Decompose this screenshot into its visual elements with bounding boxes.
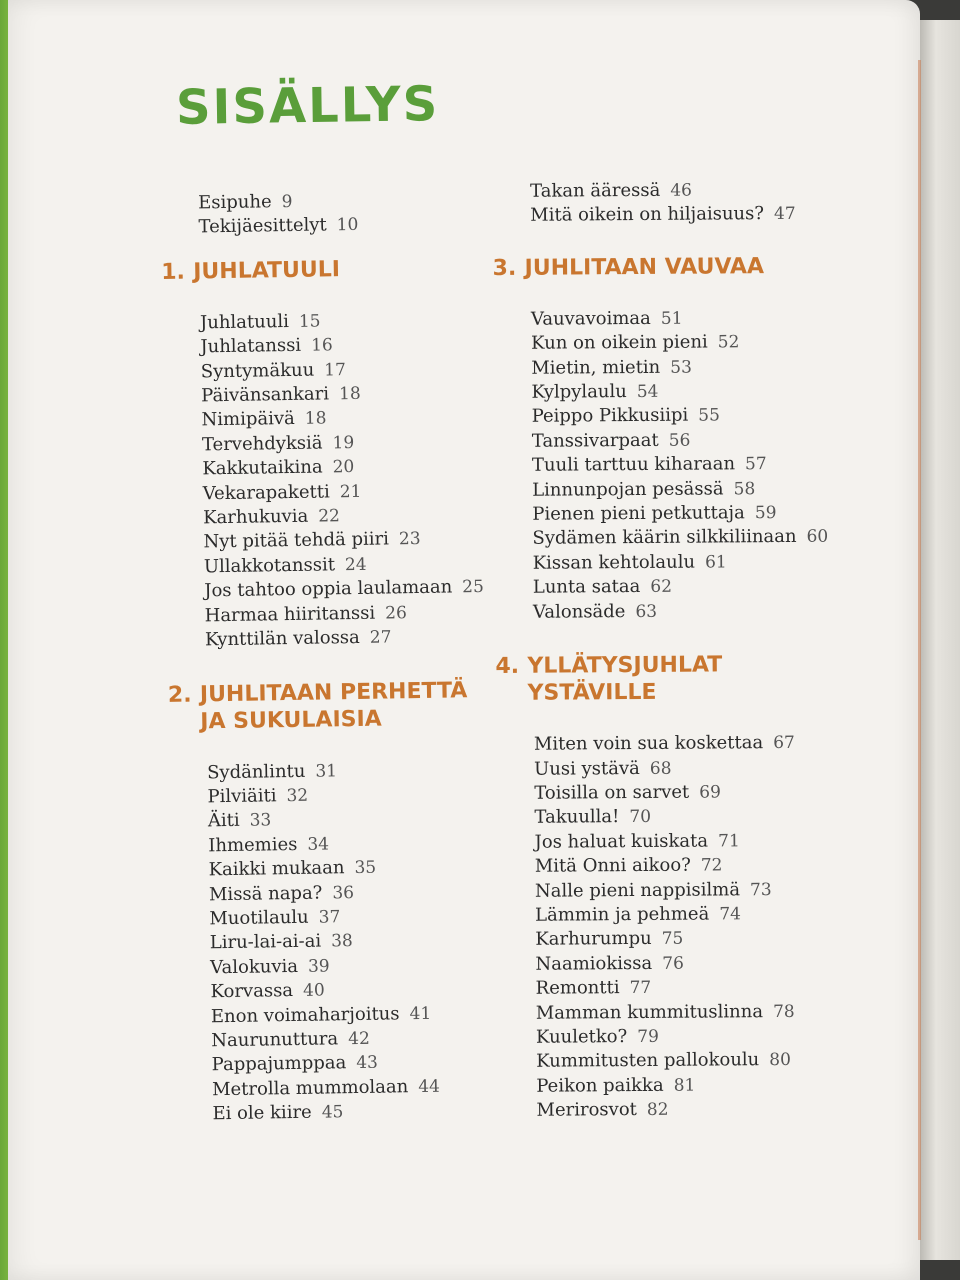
toc-entry <box>534 780 836 807</box>
toc-entry-page-number: 35 <box>354 857 377 879</box>
toc-entry-page-number: 56 <box>668 430 691 451</box>
toc-entry-title: Merirosvot <box>536 1099 637 1121</box>
toc-entry-page-number: 34 <box>307 834 330 855</box>
toc-entry-title: Pilviäiti <box>207 785 277 808</box>
toc-entry <box>532 427 834 454</box>
toc-entry-page-number: 9 <box>281 191 293 213</box>
toc-entry <box>536 1097 838 1124</box>
toc-entry-title: Toisilla on sarvet <box>534 781 690 804</box>
toc-entry <box>532 501 834 528</box>
toc-entry-page-number: 31 <box>315 760 338 782</box>
toc-entry-title: Kakkutaikina <box>202 456 323 480</box>
toc-entry-page-number: 73 <box>749 879 772 900</box>
toc-entry-page-number: 62 <box>650 577 673 598</box>
toc-entry-page-number: 21 <box>339 481 362 502</box>
toc-continued-list <box>492 178 832 229</box>
section-title <box>527 651 722 706</box>
section-number: 4. <box>495 653 520 680</box>
toc-entry-title: Muotilaulu <box>209 906 309 930</box>
toc-entry-title: Tervehdyksiä <box>201 432 323 456</box>
toc-entry-title: Sydänlintu <box>206 760 306 783</box>
toc-entry <box>536 975 838 1002</box>
toc-entry-page-number: 59 <box>754 503 777 524</box>
toc-entry-page-number: 60 <box>806 527 829 548</box>
toc-entry-page-number: 68 <box>649 758 672 779</box>
toc-entry-title: Tuuli tarttuu kiharaan <box>531 453 736 476</box>
toc-entry <box>530 202 832 229</box>
toc-entry-page-number: 61 <box>704 552 727 573</box>
toc-entry-page-number: 46 <box>670 180 693 201</box>
toc-entry <box>532 452 834 479</box>
toc-entry-page-number: 33 <box>249 810 272 831</box>
toc-entry-page-number: 76 <box>662 953 684 974</box>
toc-entry-title: Tanssivarpaat <box>531 429 659 452</box>
toc-entry <box>204 575 486 604</box>
toc-entry-page-number: 47 <box>773 204 796 225</box>
toc-entry-title: Valokuvia <box>210 955 299 979</box>
toc-entry-page-number: 75 <box>661 929 684 950</box>
toc-section-2-list <box>169 756 495 1127</box>
toc-entry <box>531 354 833 381</box>
toc-entry <box>535 853 837 880</box>
toc-entry-page-number: 55 <box>698 405 720 427</box>
toc-entry-title: Ihmemies <box>208 833 298 857</box>
toc-entry-title: Nimipäivä <box>201 408 295 431</box>
toc-entry-title: Kun on oikein pieni <box>531 331 708 354</box>
toc-entry-title: Kuuletko? <box>535 1026 628 1048</box>
toc-entry-title: Kynttilän valossa <box>204 627 360 651</box>
toc-entry <box>532 403 834 430</box>
toc-entry <box>534 731 836 758</box>
toc-left-column <box>160 187 495 1128</box>
toc-entry-title: Mitä oikein on hiljaisuus? <box>530 203 765 227</box>
toc-entry-page-number: 67 <box>773 732 795 754</box>
toc-entry <box>535 926 837 953</box>
toc-entry <box>205 624 487 653</box>
toc-entry-title: Uusi ystävä <box>534 757 640 780</box>
toc-entry-title: Miten voin sua koskettaa <box>533 732 764 755</box>
toc-entry <box>530 178 832 205</box>
toc-right-column <box>492 178 839 1124</box>
toc-entry-page-number: 20 <box>332 457 355 478</box>
toc-entry-title: Karhurumpu <box>535 928 652 951</box>
toc-entry-title: Lunta sataa <box>532 576 641 599</box>
toc-entry-page-number: 24 <box>344 554 367 576</box>
section-title <box>525 253 765 282</box>
toc-entry-page-number: 10 <box>336 215 359 236</box>
toc-entry <box>535 902 837 929</box>
section-title-line: JA SUKULAISIA <box>200 706 382 734</box>
toc-entry-title: Missä napa? <box>208 882 323 905</box>
toc-entry-title: Valonsäde <box>532 600 626 623</box>
toc-entry-page-number: 72 <box>700 855 723 876</box>
toc-entry-page-number: 26 <box>385 602 407 624</box>
toc-entry <box>531 330 833 357</box>
toc-entry-page-number: 41 <box>409 1003 432 1024</box>
section-number: 2. <box>167 682 192 708</box>
toc-entry-title: Esipuhe <box>198 191 272 214</box>
toc-entry <box>533 598 835 625</box>
toc-entry-title: Tekijäesittelyt <box>198 214 327 238</box>
toc-entry-title: Naurunuttura <box>211 1028 339 1052</box>
toc-entry-title: Ullakkotanssit <box>203 554 336 578</box>
toc-entry <box>531 379 833 406</box>
toc-entry-page-number: 77 <box>629 978 652 999</box>
toc-entry-title: Harmaa hiiritanssi <box>204 602 376 627</box>
toc-entry <box>535 828 837 855</box>
toc-entry-page-number: 44 <box>418 1076 441 1097</box>
toc-entry-page-number: 74 <box>719 904 741 925</box>
toc-entry-title: Peikon paikka <box>536 1074 664 1097</box>
toc-entry-title: Päivänsankari <box>201 383 330 407</box>
toc-entry-page-number: 18 <box>304 408 327 430</box>
toc-entry-title: Kissan kehtolaulu <box>532 551 696 574</box>
toc-entry-page-number: 78 <box>772 1001 795 1022</box>
toc-entry-page-number: 19 <box>332 432 355 454</box>
toc-entry-page-number: 58 <box>733 478 756 499</box>
toc-entry-title: Vekarapaketti <box>202 481 330 505</box>
toc-entry-page-number: 22 <box>318 506 341 527</box>
toc-entry <box>198 211 480 240</box>
toc-entry-title: Takuulla! <box>534 806 620 829</box>
toc-entry-title: Äiti <box>207 810 240 832</box>
toc-entry <box>534 804 836 831</box>
toc-entry-page-number: 16 <box>310 335 333 356</box>
section-title-line: JUHLATUULI <box>193 256 341 285</box>
toc-entry <box>532 525 834 552</box>
toc-entry <box>212 1098 494 1127</box>
toc-entry <box>531 305 833 332</box>
toc-entry-title: Enon voimaharjoitus <box>210 1002 400 1027</box>
section-heading-3 <box>493 252 833 281</box>
section-title-line: JUHLITAAN PERHETTÄ <box>199 677 468 707</box>
toc-entry-page-number: 45 <box>321 1102 344 1123</box>
section-title <box>200 677 468 735</box>
toc-entry-page-number: 57 <box>744 454 767 475</box>
toc-entry-page-number: 27 <box>369 627 392 648</box>
toc-entry-page-number: 51 <box>660 308 683 329</box>
page-edge-line <box>918 60 921 1240</box>
toc-entry-title: Mietin, mietin <box>531 356 661 379</box>
toc-entry-title: Kylpylaulu <box>531 381 627 403</box>
toc-entry <box>535 877 837 904</box>
toc-entry-title: Kaikki mukaan <box>208 857 345 881</box>
toc-entry <box>534 755 836 782</box>
toc-entry-title: Jos haluat kuiskata <box>534 830 709 853</box>
toc-entry-page-number: 15 <box>298 311 321 332</box>
toc-entry <box>535 950 837 977</box>
toc-entry-page-number: 25 <box>462 577 485 598</box>
toc-entry-title: Karhukuvia <box>202 505 309 529</box>
toc-entry-title: Ei ole kiire <box>212 1101 312 1125</box>
toc-entry <box>536 1072 838 1099</box>
toc-entry-page-number: 82 <box>646 1099 669 1121</box>
toc-entry-title: Juhlatanssi <box>200 335 302 358</box>
toc-entry <box>533 574 835 601</box>
back-pages <box>920 20 960 1260</box>
toc-entry-page-number: 54 <box>636 381 659 403</box>
toc-entry-page-number: 17 <box>324 359 347 381</box>
toc-entry-title: Metrolla mummolaan <box>211 1075 409 1101</box>
toc-entry-page-number: 63 <box>635 601 658 622</box>
section-heading-1 <box>161 254 481 286</box>
section-title-line: YSTÄVILLE <box>527 679 657 706</box>
section-heading-2 <box>168 676 489 735</box>
page-title: SISÄLLYS <box>175 76 440 136</box>
toc-entry-page-number: 23 <box>398 529 421 550</box>
toc-entry-title: Vauvavoimaa <box>530 307 651 330</box>
toc-entry <box>536 999 838 1026</box>
toc-entry-title: Mitä Onni aikoo? <box>534 854 691 877</box>
section-heading-4 <box>495 651 835 707</box>
toc-entry-title: Lämmin ja pehmeä <box>535 903 710 926</box>
section-title <box>193 256 340 285</box>
toc-entry-page-number: 70 <box>629 807 652 828</box>
toc-entry-page-number: 52 <box>717 332 740 353</box>
toc-entry-title: Kummitusten pallokoulu <box>536 1049 760 1073</box>
toc-entry <box>532 476 834 503</box>
toc-entry-title: Remontti <box>535 977 620 999</box>
toc-entry-title: Jos tahtoo oppia laulamaan <box>204 576 453 602</box>
toc-entry-title: Takan ääressä <box>530 179 661 202</box>
toc-entry-page-number: 53 <box>670 357 692 378</box>
toc-entry-page-number: 80 <box>769 1050 791 1071</box>
toc-entry-title: Peippo Pikkusiipi <box>531 405 689 428</box>
toc-entry-title: Mamman kummituslinna <box>535 1000 764 1024</box>
toc-intro-list <box>160 187 481 241</box>
toc-entry-page-number: 79 <box>637 1026 659 1047</box>
toc-entry-title: Linnunpojan pesässä <box>532 478 724 501</box>
toc-entry-page-number: 43 <box>356 1053 379 1074</box>
toc-entry-page-number: 71 <box>718 831 740 852</box>
section-title-line: YLLÄTYSJUHLAT <box>527 652 723 679</box>
toc-entry <box>533 549 835 576</box>
toc-entry-page-number: 36 <box>332 882 355 903</box>
toc-entry-page-number: 81 <box>673 1075 696 1096</box>
toc-entry-page-number: 39 <box>307 956 330 977</box>
toc-entry-title: Sydämen käärin silkkiliinaan <box>532 526 797 550</box>
toc-entry-title: Liru-lai-ai-ai <box>209 930 322 954</box>
toc-entry-title: Nyt pitää tehdä piiri <box>203 528 390 553</box>
toc-entry-title: Syntymäkuu <box>200 359 315 383</box>
toc-section-1-list <box>162 307 487 654</box>
toc-entry-title: Nalle pieni nappisilmä <box>534 878 741 902</box>
toc-entry <box>536 1048 838 1075</box>
section-number: 3. <box>492 255 517 281</box>
toc-entry <box>536 1024 838 1051</box>
toc-section-4-list <box>496 731 839 1124</box>
toc-entry-title: Korvassa <box>210 980 294 1003</box>
section-title-line: JUHLITAAN VAUVAA <box>524 253 765 281</box>
toc-entry-page-number: 42 <box>348 1028 370 1050</box>
toc-entry-page-number: 38 <box>331 931 353 952</box>
section-number: 1. <box>161 259 186 285</box>
toc-entry-title: Pienen pieni petkuttaja <box>532 502 745 525</box>
toc-entry-title: Pappajumppaa <box>211 1052 347 1076</box>
toc-entry-page-number: 37 <box>318 907 341 928</box>
toc-entry-title: Naamiokissa <box>535 952 653 975</box>
toc-section-3-list <box>493 305 835 625</box>
toc-entry-page-number: 40 <box>302 980 325 1002</box>
toc-entry-page-number: 18 <box>338 383 361 405</box>
toc-entry-page-number: 32 <box>286 785 309 806</box>
toc-entry-page-number: 69 <box>699 782 721 803</box>
toc-entry-title: Juhlatuuli <box>199 310 290 334</box>
